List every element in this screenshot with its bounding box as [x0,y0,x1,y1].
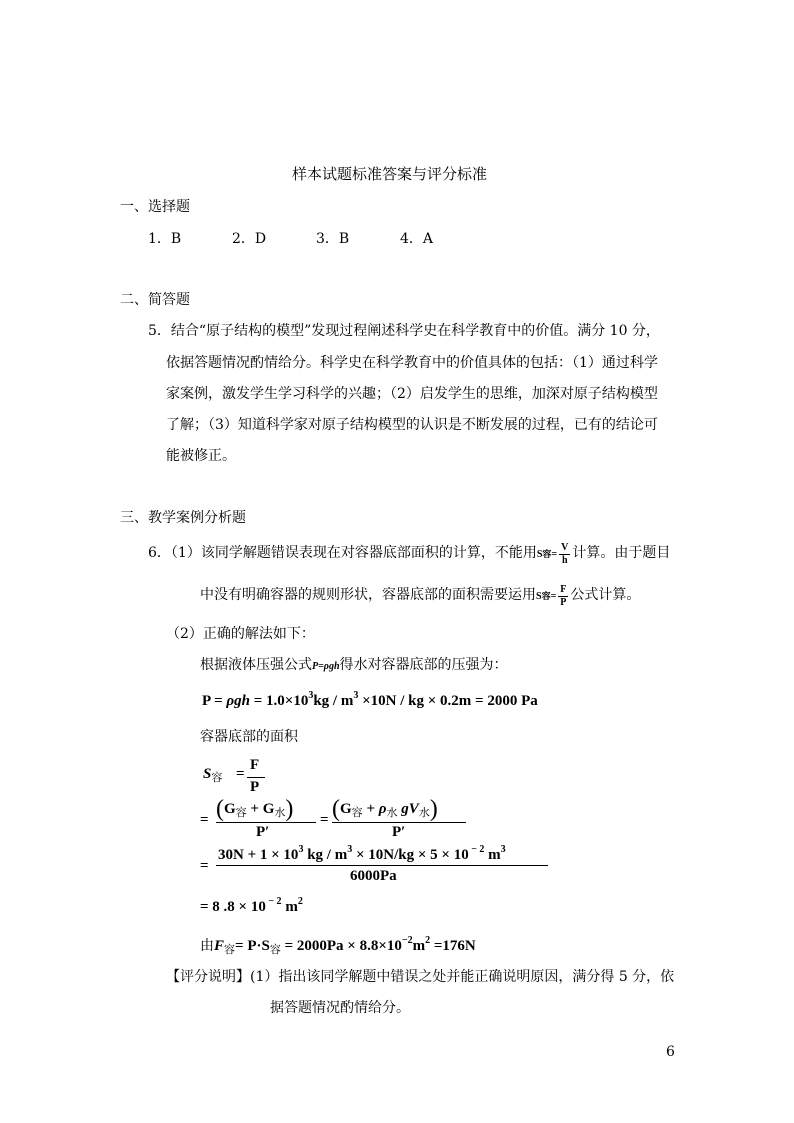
l5-ps: = P·S [235,938,270,954]
l2-g2-sub: 水 [274,805,286,819]
l3-den: 6000Pa [350,868,397,884]
answer-1: 1．B [148,231,182,247]
q6-line-2-text: 中没有明确容器的规则形状，容器底部的面积需要运用 [200,586,536,603]
l2-f2-rho: + ρ [362,800,387,817]
l2-frac1-num [216,796,293,823]
q5-line-5: 能被修正。 [166,448,236,464]
l2-eq: = [200,812,209,828]
eq1-exp2: 3 [353,690,359,701]
section-heading-choice: 一、选择题 [120,199,190,215]
q6-line-3-text: 根据液体压强公式 [200,657,312,673]
l4-result [200,896,303,916]
q6-line-1 [148,542,670,567]
formula-s-eq: = [551,548,558,560]
l5-sup2: 2 [425,935,431,946]
eq1-rhogh: ρgh [226,693,250,709]
eq1-exp1: 3 [308,690,314,701]
q6-line-2-post: 公式计算。 [570,586,641,603]
l5-s-sub: 容 [269,943,281,956]
s-fraction-bar [247,777,265,778]
l2-frac2-den: P′ [392,824,406,840]
l2-frac1-bar [216,822,316,823]
eq1-rest: ×10N / kg × 0.2m = 2000 Pa [358,693,538,709]
l2-frac1-lparen: ( [216,796,224,822]
answer-4: 4．A [400,231,434,247]
q5-line-1: 5．结合“原子结构的模型”发现过程阐述科学史在科学教育中的价值。满分 10 分， [148,323,660,339]
formula2-s-eq: = [550,590,557,602]
formula-f: F [560,584,567,595]
l3-sup4: 3 [500,844,506,855]
l5-d: m [412,938,426,954]
l2-f2-v-sub: 水 [418,805,430,819]
l5-sup: −2 [401,935,413,946]
s-den: P [250,779,260,795]
eq1-unit: kg / m [313,693,354,709]
formula-s-sub: 容 [542,548,552,559]
formula2-s-sub: 容 [541,590,551,601]
q6-line-1-text: 6．（1）该同学解题错误表现在对容器底部面积的计算，不能用 [148,544,537,561]
s-sub: 容 [211,771,223,784]
q5-line-2: 依据答题情况酌情给分。科学史在科学教育中的价值具体的包括：（1）通过科学 [166,355,658,371]
q6-line-3-post: 得水对容器底部的压强为： [339,657,508,673]
q5-line-4: 了解；（3）知道科学家对原子结构模型的认识是不断发展的过程，已有的结论可 [166,417,658,433]
l2-frac1-den: P′ [256,824,270,840]
l2-f2-gv: gV [397,800,419,817]
l4-sup: − 2 [265,896,282,907]
l2-frac2-rparen: ) [429,796,438,822]
page-number: 6 [666,1044,675,1060]
section-heading-short: 二、简答题 [120,292,190,308]
l2-plus-g: + G [246,800,275,817]
formula-s-letter: S [536,548,543,560]
grading-line-2: 据答题情况酌情给分。 [270,1000,410,1016]
s-eq-sign: = [236,766,245,782]
formula-f-over-p [558,584,568,609]
l5-f-sub: 容 [224,943,236,956]
formula-p: P [560,597,567,608]
l2-f2-g: G [340,800,352,817]
l2-frac2-lparen: ( [332,796,340,822]
q6-formula-s [536,542,573,566]
q6-line-3 [200,655,508,677]
l3-c: × 10N/kg × 5 × 10 [352,847,469,863]
q6-formula-fp [536,584,570,608]
l3-eq: = [200,858,209,874]
l3-b: kg / m [303,847,348,863]
q5-line-3: 家案例，激发学生学习科学的兴趣；（2）启发学生的思维，加深对原子结构模型 [166,386,658,402]
answer-3: 3．B [316,231,350,247]
page-title: 样本试题标准答案与评分标准 [292,165,488,183]
equation-pressure [202,690,538,710]
l5-f: F [214,938,225,954]
l2-f2-rho-sub: 水 [386,805,398,819]
pressure-formula: P=ρgh [312,661,340,672]
l2-eq2: = [320,812,329,828]
l2-g1: G [224,800,236,817]
l3-d: m [484,847,501,863]
l3-sup2: 3 [347,844,353,855]
q6-line-1-post: 计算。由于题目 [572,544,671,561]
l3-sup1: 3 [298,844,304,855]
formula2-s-letter: S [536,590,542,602]
l2-frac1-rparen: ) [285,796,294,822]
eq1-coef: = 1.0×10 [249,693,309,709]
l2-frac2-num [332,796,438,823]
l2-f2-g-sub: 容 [351,805,363,819]
l3-a: 30N + 1 × 10 [218,847,299,863]
l3-fraction-bar [216,865,548,866]
q6-line-2 [200,584,640,609]
formula-v: V [561,542,569,553]
s-letter: S [203,766,212,782]
l3-num [218,844,506,864]
l4-a: = 8 .8 × 10 [200,899,266,915]
l4-b: m [281,899,298,915]
l5-result [200,931,476,960]
s-num: F [250,757,260,773]
s-lhs [203,766,222,785]
answer-2: 2．D [232,231,267,247]
formula-h: h [561,555,568,566]
eq1-p: P = [202,693,227,709]
l5-c: = 2000Pa × 8.8×10 [280,938,402,954]
l3-sup3: − 2 [468,844,485,855]
l2-frac2-bar [332,822,466,823]
l5-pre: 由 [200,938,214,954]
grading-line-1: 【评分说明】(1）指出该同学解题中错误之处并能正确说明原因，满分得 5 分，依 [166,969,675,985]
area-label: 容器底部的面积 [200,729,298,745]
l5-e: =176N [430,938,476,954]
formula-v-over-h [559,542,570,567]
l2-g1-sub: 容 [235,805,247,819]
section-heading-case: 三、教学案例分析题 [120,510,246,526]
q6-part2-heading: （2）正确的解法如下： [166,626,315,642]
l4-sup2: 2 [297,896,303,907]
